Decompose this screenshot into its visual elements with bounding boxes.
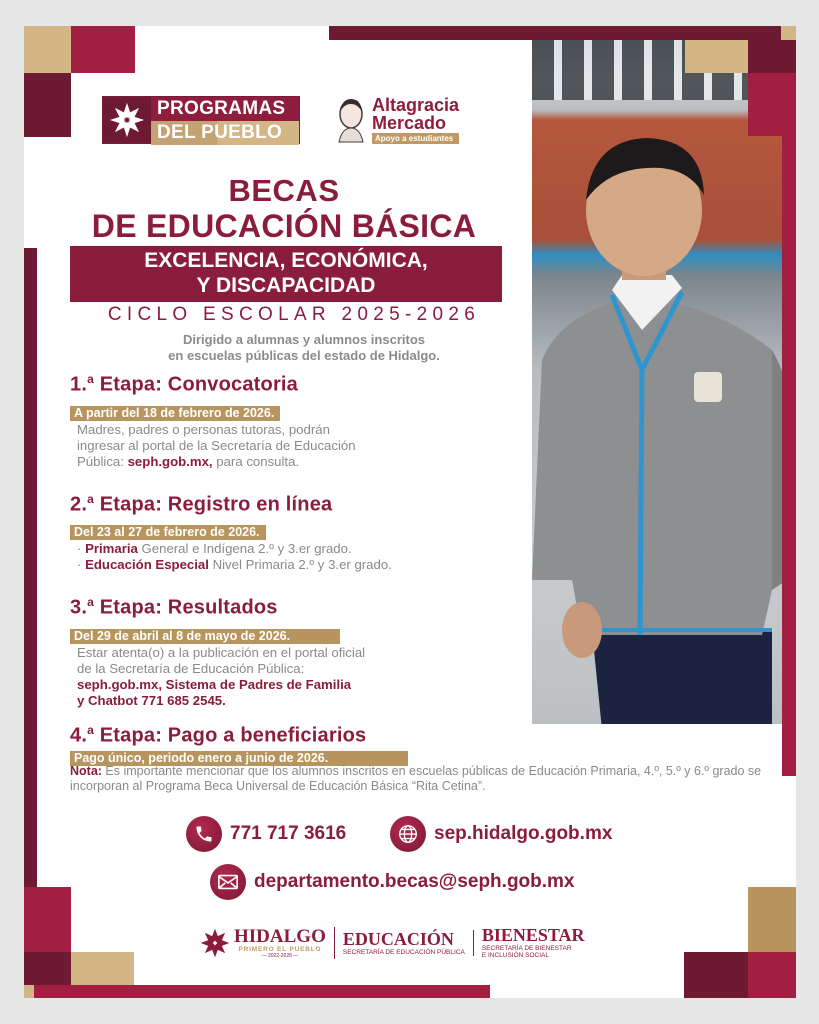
stage-bullets (70, 541, 490, 573)
student-photo (532, 40, 782, 724)
educacion-sub: SECRETARÍA DE EDUCACIÓN PÚBLICA (342, 948, 465, 956)
deco-block-sand-bl (71, 952, 134, 985)
footer-logos (200, 926, 585, 959)
deco-block-sand-tr (685, 40, 748, 73)
hidalgo-logo (200, 927, 335, 959)
stage-title: 4.$^a$ Etapa: Pago a beneficiarios (70, 722, 367, 747)
deco-block-crimson-tr (748, 73, 796, 136)
star-flower-icon (200, 928, 230, 958)
educacion-logo (335, 930, 474, 956)
portrait-icon (334, 96, 368, 144)
logo-tagline: Apoyo a estudiantes (372, 133, 459, 144)
bienestar-logo (474, 926, 585, 959)
subtitle-band (70, 246, 502, 302)
deco-bar-top (329, 26, 796, 40)
deco-block-sand-br (748, 887, 796, 952)
deco-block-sand-tl (24, 26, 71, 73)
hidalgo-name: HIDALGO (234, 925, 326, 947)
website-url: sep.hidalgo.gob.mx (434, 823, 613, 844)
stage-date: Del 23 al 27 de febrero de 2026. (70, 525, 266, 540)
stage-date: A partir del 18 de febrero de 2026. (70, 406, 280, 421)
subtitle-line-2: Y DISCAPACIDAD (196, 274, 376, 297)
note-text: Nota: Es importante mencionar que los alumnos inscritos en escuelas públicas de Educación Primaria, 4.º, 5.º y 6.º grado se incorporan al Programa Beca Universal de Educación Básica “Rita Cetina”. (70, 764, 762, 793)
logo-text-del-pueblo: DEL PUEBLO (151, 121, 299, 145)
student-figure-image (532, 110, 782, 724)
stage-title: 3.$^a$ Etapa: Resultados (70, 595, 278, 619)
title-becas: BECAS (228, 173, 340, 208)
contact-website[interactable] (390, 816, 612, 852)
deco-block-wine-br (684, 952, 748, 998)
stage-title: 1.$^a$ Etapa: Convocatoria (70, 372, 299, 396)
stage-3 (70, 589, 490, 709)
deco-block-wine-bl (24, 952, 71, 985)
phone-icon (186, 816, 222, 852)
stage-2 (70, 486, 490, 574)
programas-del-pueblo-logo (102, 96, 300, 144)
bienestar-sub-1: SECRETARÍA DE BIENESTAR (481, 945, 572, 952)
deco-block-crimson-tl (71, 26, 135, 73)
deco-bar-bottom (34, 985, 490, 998)
hidalgo-slogan: PRIMERO EL PUEBLO (238, 945, 322, 953)
email-address: departamento.becas@seph.gob.mx (254, 871, 575, 892)
deco-block-crimson-bl (24, 887, 71, 952)
phone-number: 771 717 3616 (230, 823, 347, 844)
deco-block-sand-tr-small (781, 26, 796, 40)
deco-bar-left (24, 248, 37, 948)
contact-phone[interactable] (186, 816, 346, 852)
deco-block-wine-tl (24, 73, 71, 137)
stage-title: 2.$^a$ Etapa: Registro en línea (70, 491, 333, 516)
header-logos (102, 96, 459, 144)
bienestar-sub-2: E INCLUSIÓN SOCIAL (481, 952, 550, 959)
logo-text-altagracia: Altagracia (372, 95, 460, 115)
seph-link[interactable]: seph.gob.mx, (127, 453, 213, 469)
logo-text-programas: PROGRAMAS (151, 97, 299, 121)
logo-text-mercado: Mercado (372, 113, 447, 133)
stage-date: Pago único, periodo enero a junio de 2026. (70, 751, 408, 766)
bullet-item: · Primaria General e Indígena 2.º y 3.er grado. (77, 541, 352, 557)
stage-description: Madres, padres o personas tutoras, podrán ingresar al portal de la Secretaría de Educación Pública: seph.gob.mx, para consulta. (77, 421, 356, 469)
poster (24, 26, 796, 998)
subtitle-line-1: EXCELENCIA, ECONÓMICA, (144, 249, 428, 272)
envelope-icon (210, 864, 246, 900)
educacion-name: EDUCACIÓN (342, 928, 454, 949)
contact-email[interactable] (210, 864, 575, 900)
audience-text (64, 332, 504, 364)
title-educacion-basica: DE EDUCACIÓN BÁSICA (91, 208, 477, 244)
audience-line-1: Dirigido a alumnas y alumnos inscritos (182, 332, 425, 347)
deco-bar-right (782, 136, 796, 776)
globe-icon (390, 816, 426, 852)
altagracia-mercado-logo (334, 96, 459, 144)
star-flower-icon (103, 97, 151, 143)
deco-block-sand-bl-small (24, 985, 34, 998)
stage-date: Del 29 de abril al 8 de mayo de 2026. (70, 629, 340, 644)
stage-4 (70, 717, 490, 767)
deco-block-crimson-br (748, 952, 796, 998)
stage-1 (70, 366, 490, 470)
bullet-item: · Educación Especial Nivel Primaria 2.º y 3.er grado. (77, 557, 392, 573)
title-block (64, 174, 504, 364)
school-cycle: CICLO ESCOLAR 2025-2026 (107, 304, 481, 325)
stages-list (70, 366, 490, 767)
bienestar-name: BIENESTAR (481, 925, 585, 945)
stage-description: Estar atenta(o) a la publicación en el portal oficial de la Secretaría de Educación Pública: seph.gob.mx, Sistema de Padres de Familia y Chatbot 771 685 2545. (77, 644, 366, 708)
audience-line-2: en escuelas públicas del estado de Hidalgo. (168, 348, 440, 363)
hidalgo-years: — 2022-2028 — (261, 952, 299, 959)
